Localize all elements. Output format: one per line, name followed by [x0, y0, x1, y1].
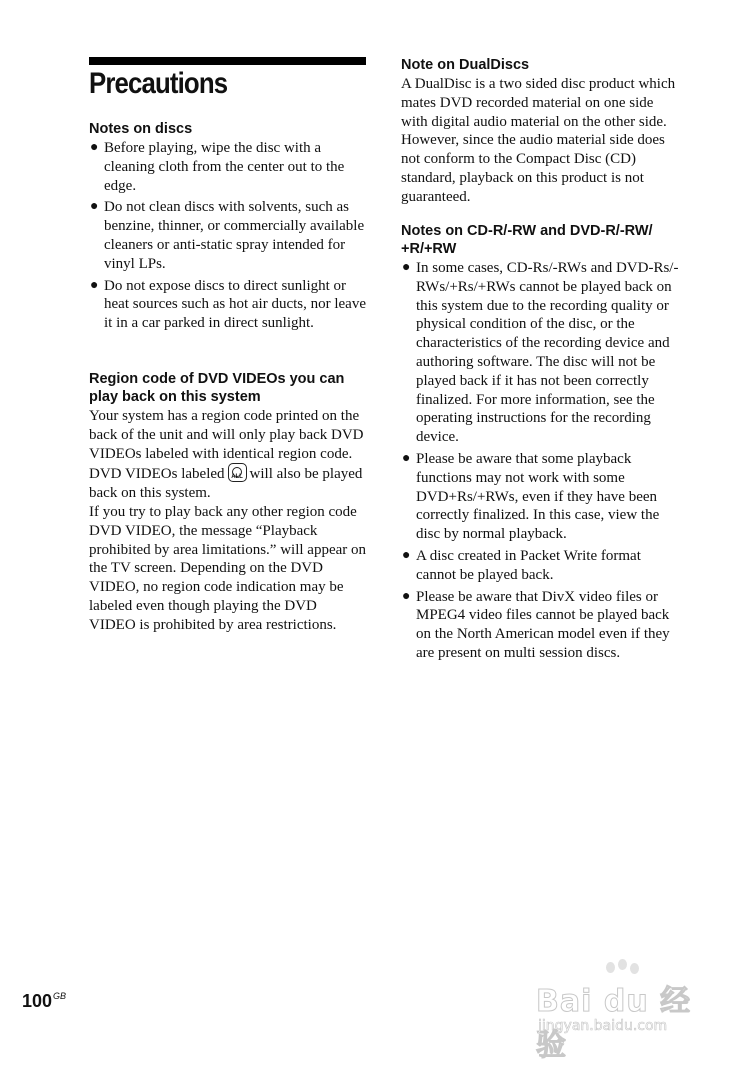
cdr-list — [401, 259, 679, 663]
bullet-icon: ● — [402, 260, 411, 275]
list-item: ● Please be aware that DivX video files or MPEG4 video files cannot be played back on the North American model even if they are present on multi session discs. — [402, 588, 670, 661]
list-item: ● Do not expose discs to direct sunlight or heat sources such as hot air ducts, nor leave it in a car parked in direct sunlight. — [90, 277, 366, 332]
bullet-icon: ● — [402, 547, 411, 563]
cdr-section — [401, 222, 679, 666]
paw-icon — [618, 959, 627, 970]
notes-on-discs-list — [89, 139, 366, 333]
region-code-section — [89, 370, 366, 635]
bullet-icon: ● — [90, 140, 99, 155]
paw-icon — [630, 963, 639, 974]
list-item: ● Before playing, wipe the disc with a cleaning cloth from the center out to the edge. — [90, 140, 345, 194]
title-rule — [89, 57, 366, 65]
bullet-icon: ● — [402, 450, 411, 466]
dualdisc-text: A DualDisc is a two sided disc product which mates DVD recorded material on one side with digital audio material on the other side. However, since the audio material side does not conform to the Compact Disc (CD) standard, playback on this product is not guaranteed. — [401, 76, 676, 205]
region-code-para-3: If you try to play back any other region code DVD VIDEO, the message “Playback prohibited by area limitations.” will appear on the TV screen. Depending on the DVD VIDEO, no region code indication may be labeled even though playing the DVD VIDEO is prohibited by area restrictions. — [89, 503, 367, 633]
dualdisc-heading: Note on DualDiscs — [401, 57, 530, 73]
region-code-para-1: Your system has a region code printed on the back of the unit and will only play back DVD VIDEOs labeled with identical region code. — [89, 408, 364, 462]
list-item: ● A disc created in Packet Write format cannot be played back. — [402, 547, 641, 583]
notes-on-discs-section — [89, 120, 366, 336]
page-number: $100^{GB}$ — [22, 991, 67, 1011]
list-item: ● Please be aware that some playback functions may not work with some DVD+Rs/+RWs, even if they have been correctly finalized. In this case, view the disc by normal playback. — [402, 450, 660, 543]
cdr-heading: Notes on CD-R/-RW and DVD-R/-RW/ +R/+RW — [401, 223, 653, 257]
baidu-watermark — [536, 962, 716, 1063]
dualdisc-section — [401, 56, 679, 207]
bullet-icon: ● — [90, 277, 99, 293]
list-item: ● Do not clean discs with solvents, such as benzine, thinner, or commercially available cleaners or anti-static spray intended for vinyl LPs. — [90, 199, 365, 272]
page-title: Precautions — [89, 67, 228, 100]
watermark-url: jingyan.baidu.com — [538, 1018, 668, 1034]
bullet-icon: ● — [90, 199, 99, 215]
notes-on-discs-heading: Notes on discs — [89, 121, 193, 137]
list-item: ● In some cases, CD-Rs/-RWs and DVD-Rs/-RWs/+Rs/+RWs cannot be played back on this system due to the recording quality or physical condition of the disc, or the characteristics of the recording device and authoring software. The disc will not be played back if it has not been correctly finalized. For more information, see the operating instructions for the recording device. — [402, 260, 679, 446]
bullet-icon: ● — [402, 588, 411, 604]
region-code-heading: Region code of DVD VIDEOs you can play back on this system — [89, 371, 345, 405]
watermark-brand: Bai du 经验 — [536, 984, 692, 1063]
region-code-para-2: DVD VIDEOs labeled ALL will also be played back on this system. — [89, 463, 366, 503]
region-all-icon: ALL — [228, 463, 247, 482]
paw-icon — [606, 962, 615, 973]
